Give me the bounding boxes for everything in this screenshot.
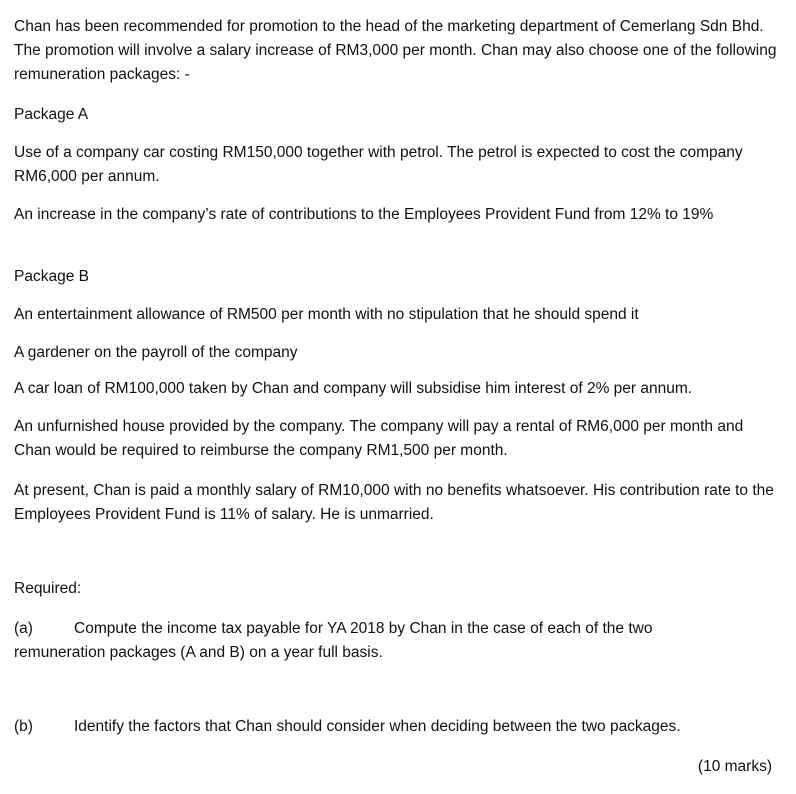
- question-b-label: (b): [14, 718, 33, 735]
- package-b-item-entertainment: An entertainment allowance of RM500 per month with no stipulation that he should spend it: [14, 306, 639, 323]
- question-a-continuation: remuneration packages (A and B) on a year full basis.: [14, 644, 383, 661]
- required-heading: Required:: [14, 580, 82, 597]
- question-a-text: Compute the income tax payable for YA 2018 by Chan in the case of each of the two: [74, 620, 653, 637]
- package-a-item-car: Use of a company car costing RM150,000 together with petrol. The petrol is expected to cost the company RM6,000 per annum.: [14, 144, 743, 185]
- question-a-label: (a): [14, 620, 33, 637]
- package-b-heading: Package B: [14, 268, 89, 285]
- intro-paragraph: Chan has been recommended for promotion to the head of the marketing department of Cemerlang Sdn Bhd. The promotion will involve a salary increase of RM3,000 per month. Chan may also choose one of the following remuneration packages: -: [14, 18, 777, 83]
- package-b-item-car-loan: A car loan of RM100,000 taken by Chan and company will subsidise him interest of 2% per annum.: [14, 380, 693, 397]
- marks-allocation: (10 marks): [697, 758, 772, 775]
- question-b-text: Identify the factors that Chan should consider when deciding between the two packages.: [74, 718, 681, 735]
- present-situation-paragraph: At present, Chan is paid a monthly salary of RM10,000 with no benefits whatsoever. His contribution rate to the Employees Provident Fund is 11% of salary. He is unmarried.: [14, 482, 774, 523]
- question-a: [14, 617, 780, 641]
- package-a-item-epf: An increase in the company’s rate of contributions to the Employees Provident Fund from 12% to 19%: [14, 206, 714, 223]
- package-b-item-house: An unfurnished house provided by the company. The company will pay a rental of RM6,000 per month and Chan would be required to reimburse the company RM1,500 per month.: [14, 418, 744, 459]
- package-b-item-gardener: A gardener on the payroll of the company: [14, 344, 298, 361]
- question-b: [14, 715, 780, 739]
- package-a-heading: Package A: [14, 106, 89, 123]
